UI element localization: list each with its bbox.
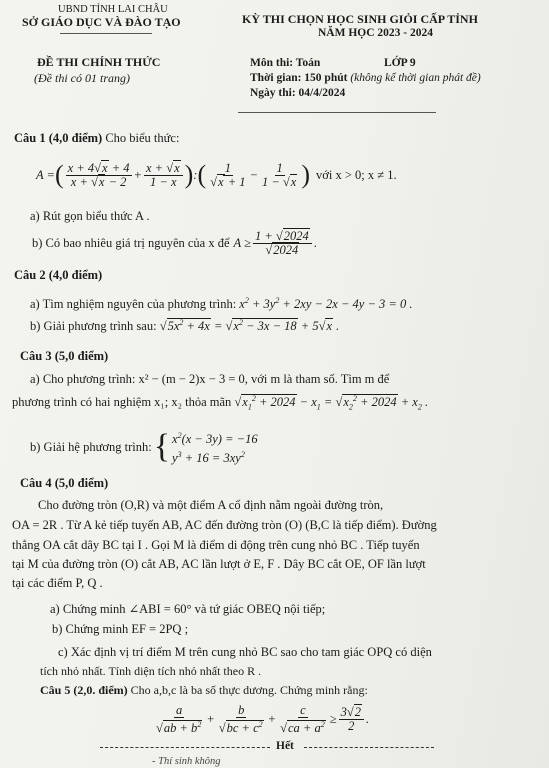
q4-part-c-line2: tích nhỏ nhất. Tính diện tích nhỏ nhất theo R . [40,664,262,678]
q5-title: Câu 5 (2,0. điểm) [40,683,128,697]
header-department: UBND TỈNH LAI CHÂU [58,4,168,15]
q4-title: Câu 4 (5,0 điểm) [20,476,109,490]
q2-part-a: a) Tìm nghiệm nguyên của phương trình: $x^2 + 3y^2 + 2xy - 2x - 4y - 3 = 0$ . [30,296,413,312]
time-line [250,72,481,84]
q4-line4: tại M của đường tròn (O) cắt AB, AC lần lượt ở E, F . Dây BC cắt OE, OF lần lượt [12,557,426,571]
footer-left-dashes [100,747,270,748]
q2-part-a-text: a) Tìm nghiệm nguyên của phương trình: [30,297,237,312]
q2-part-b: b) Giải phương trình sau: √ $5x^2 + 4x$ = √ $x^2 - 3x - 18 + 5√$ x . [30,318,339,334]
official-label: ĐỀ THI CHÍNH THỨC [37,55,161,69]
q3-part-a-line2-text: phương trình có hai nghiệm x₁; x₂ thỏa mãn [12,395,232,410]
q1-condition: với x > 0; x ≠ 1. [316,167,397,182]
pages-note: (Đề thi có 01 trang) [34,71,130,85]
q3-title: Câu 3 (5,0 điểm) [20,349,109,363]
q2-part-b-text: b) Giải phương trình sau: [30,319,157,334]
q1-intro: Cho biểu thức: [105,131,180,145]
q1-expression: A = ( $\frac{x + 4√ x + 4}{x + √ x - 2}$ + $\frac{x + √ x}{1 - x}$ ) : ( 1 √ x + 1 − $\frac{1}{1 - √ x}$ ) với x > 0; x ≠ 1. [36,160,397,190]
q4-line5: tại các điểm P, Q . [12,576,103,590]
q2-title: Câu 2 (4,0 điểm) [14,268,103,282]
footer-right-dashes [304,747,434,748]
q1-title: Câu 1 (4,0 điểm) [14,131,103,145]
q3-part-a-line2: phương trình có hai nghiệm x₁; x₂ thỏa mãn √ $x_1^2 + 2024 - x_1$ = √ $x_2^2 + 2024 + x_2$ . [12,394,428,412]
q1-heading [14,131,179,146]
q1-part-b: b) Có bao nhiêu giá trị nguyên của x để A ≥ 1 + √ 2024 √ 2024 . [32,230,317,257]
q3-part-b: b) Giải hệ phương trình: { $x^2(x - 3y) = -16$ $y^3 + 16 = 3xy^2$ [30,428,258,466]
q4-part-b: b) Chứng minh EF = 2PQ ; [52,622,189,636]
q5-text: Cho a,b,c là ba số thực dương. Chứng minh rằng: [130,683,368,697]
header-left-rule [60,33,152,34]
q5-inequality: a √ ab + $b^2$ + b √ bc + $c^2$ + c √ ca + $a^2$ ≥ $\frac{3√ 2}{2}$ . [152,704,369,735]
date-label: Ngày thi: 04/4/2024 [250,87,346,99]
q1-part-b-text: b) Có bao nhiêu giá trị nguyên của x để [32,236,230,250]
end-label: Hết [276,740,294,752]
q5-heading [40,683,368,698]
time-note: (không kể thời gian phát đề) [350,72,481,84]
q4-line3: thẳng OA cắt dây BC tại I . Gọi M là điểm di động trên cung nhỏ BC . Tiếp tuyến [12,538,420,552]
q1-part-a: a) Rút gọn biểu thức A . [30,209,150,223]
q3-part-b-text: b) Giải hệ phương trình: [30,439,152,454]
footer-note: - Thí sinh không [152,756,221,767]
q4-part-a: a) Chứng minh ∠ABI = 60° và tứ giác OBEQ nội tiếp; [50,602,326,616]
grade-label: LỚP 9 [384,57,416,69]
q3-part-a-line1: a) Cho phương trình: x² − (m − 2)x − 3 = 0, với m là tham số. Tìm m để [30,372,390,386]
q4-part-c-line1: c) Xác định vị trí điểm M trên cung nhỏ BC sao cho tam giác OPQ có diện [58,645,432,659]
header-bottom-rule [238,112,436,113]
time-label: Thời gian: 150 phút [250,72,348,84]
header-school-year: NĂM HỌC 2023 - 2024 [318,27,433,39]
q4-line1: Cho đường tròn (O,R) và một điểm A cố định nằm ngoài đường tròn, [38,498,384,512]
q4-line2: OA = 2R . Từ A kẻ tiếp tuyến AB, AC đến đường tròn (O) (B,C là tiếp điểm). Đường [12,518,437,532]
subject-label: Môn thi: Toán [250,57,321,69]
header-agency: SỞ GIÁO DỤC VÀ ĐÀO TẠO [22,15,181,29]
header-exam-title: KỲ THI CHỌN HỌC SINH GIỎI CẤP TỈNH [242,12,478,26]
